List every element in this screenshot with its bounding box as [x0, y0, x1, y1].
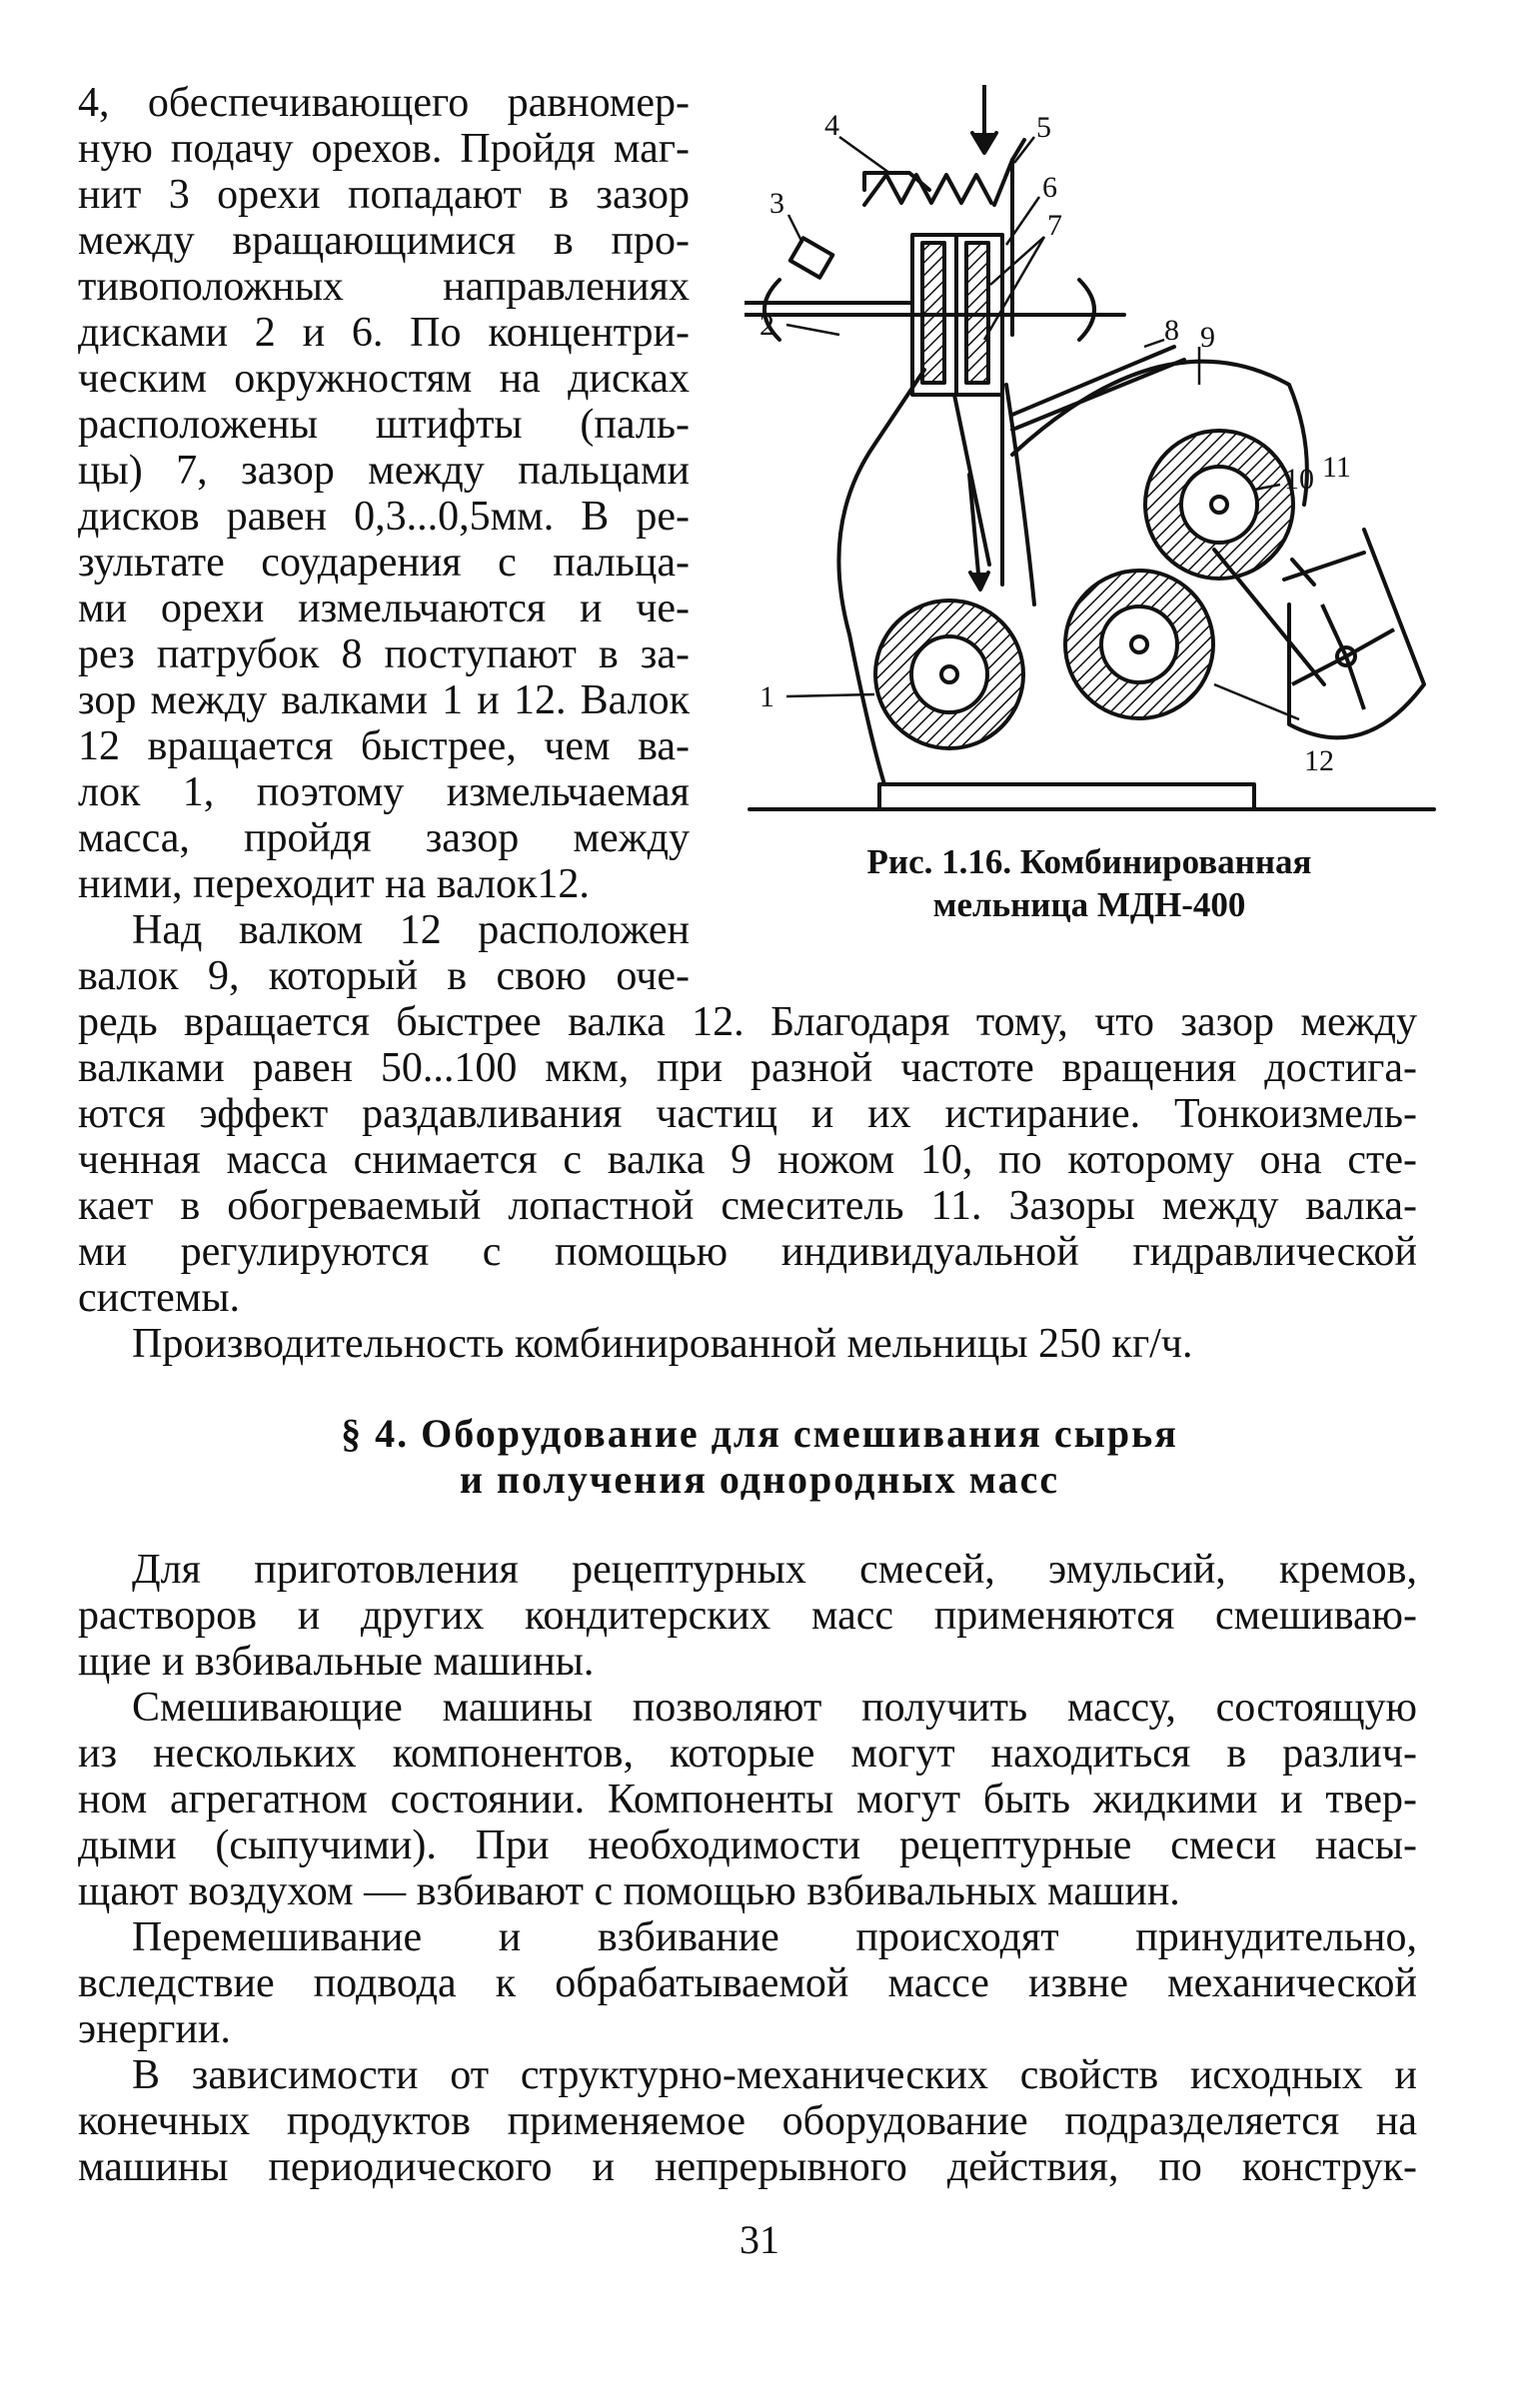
page-number: 31	[740, 2217, 779, 2262]
label-9: 9	[1200, 321, 1215, 354]
text-line: ми регулируются с помощью индивидуальной гидравлической	[78, 1229, 1417, 1275]
text-line: редь вращается быстрее валка 12. Благодаря тому, что зазор между	[78, 999, 1417, 1045]
label-1: 1	[760, 680, 774, 713]
text-line: машины периодического и непрерывного действия, по конструк-	[78, 2144, 1417, 2190]
text-line: Над валком 12 расположен	[132, 907, 690, 953]
label-4: 4	[824, 109, 839, 142]
label-11: 11	[1322, 451, 1351, 484]
label-5: 5	[1036, 111, 1051, 144]
magnet	[790, 238, 832, 278]
text-line: Перемешивание и взбивание происходят принудительно,	[132, 1914, 1417, 1960]
text-line: ними, переходит на валок12.	[78, 861, 590, 907]
text-line: между вращающимися в про-	[78, 218, 690, 264]
text-line: дисками 2 и 6. По концентри-	[78, 310, 690, 356]
figure-caption-line1: Рис. 1.16. Комбинированная	[866, 842, 1312, 881]
text-line: энергии.	[78, 2006, 231, 2052]
text-line: дисков равен 0,3...0,5мм. В ре-	[78, 494, 690, 540]
section-heading-line1: § 4. Оборудование для смешивания сырья	[341, 1411, 1178, 1456]
mill-diagram	[745, 85, 1444, 824]
label-10: 10	[1284, 463, 1314, 496]
text-line: рез патрубок 8 поступают в за-	[78, 631, 690, 677]
text-line: кает в обогреваемый лопастной смеситель 11. Зазоры между валка-	[78, 1183, 1417, 1229]
text-line: из нескольких компонентов, которые могут находиться в различ-	[78, 1731, 1417, 1777]
figure-caption-line2: мельница МДН-400	[932, 885, 1246, 924]
text-line: зор между валками 1 и 12. Валок	[78, 677, 690, 723]
text-line: Смешивающие машины позволяют получить массу, состоящую	[132, 1685, 1417, 1731]
text-line: дыми (сыпучими). При необходимости рецептурные смеси насы-	[78, 1822, 1417, 1868]
roller-12	[1065, 571, 1213, 718]
text-line: ческим окружностям на дисках	[78, 356, 690, 402]
label-6: 6	[1042, 171, 1057, 204]
text-line: нит 3 орехи попадают в зазор	[78, 172, 690, 218]
text-line: ном агрегатном состоянии. Компоненты могут быть жидкими и твер-	[78, 1777, 1417, 1822]
text-line: зультате соударения с пальца-	[78, 540, 690, 586]
base-plate	[879, 784, 1254, 809]
label-3: 3	[769, 187, 784, 220]
text-line: ную подачу орехов. Пройдя маг-	[78, 126, 690, 172]
mixer-housing	[1289, 530, 1424, 737]
text-line: тивоположных направлениях	[78, 264, 690, 310]
text-line: щие и взбивальные машины.	[78, 1639, 595, 1685]
text-line: Для приготовления рецептурных смесей, эмульсий, кремов,	[132, 1547, 1417, 1593]
text-line: расположены штифты (паль-	[78, 402, 690, 448]
text-line: конечных продуктов применяемое оборудование подразделяется на	[78, 2098, 1417, 2144]
text-line: растворов и других кондитерских масс применяются смешиваю-	[78, 1593, 1417, 1639]
roller-1	[875, 601, 1023, 748]
mixer-paddle	[1292, 604, 1394, 709]
pipe	[1012, 347, 1174, 415]
label-2: 2	[760, 309, 774, 342]
text-line: масса, пройдя зазор между	[78, 815, 690, 861]
text-line: вследствие подвода к обрабатываемой массе извне механической	[78, 1960, 1417, 2006]
roller-9	[1145, 431, 1293, 579]
text-line: системы.	[78, 1275, 241, 1321]
text-line: ются эффект раздавливания частиц и их истирание. Тонкоизмель-	[78, 1091, 1417, 1137]
text-line: цы) 7, зазор между пальцами	[78, 448, 690, 494]
text-line: валок 9, который в свою оче-	[78, 953, 690, 999]
label-8: 8	[1164, 314, 1179, 347]
text-line: лок 1, поэтому измельчаемая	[78, 769, 690, 815]
text-line: В зависимости от структурно-механических свойств исходных и	[132, 2052, 1417, 2098]
text-line: 4, обеспечивающего равномер-	[78, 80, 690, 126]
text-line: Производительность комбинированной мельницы 250 кг/ч.	[132, 1321, 1193, 1367]
text-line: щают воздухом — взбивают с помощью взбивальных машин.	[78, 1868, 1180, 1914]
section-heading-line2: и получения однородных масс	[459, 1457, 1060, 1502]
label-7: 7	[1047, 209, 1062, 242]
text-line: ми орехи измельчаются и че-	[78, 586, 690, 631]
text-line: ченная масса снимается с валка 9 ножом 10, по которому она сте-	[78, 1137, 1417, 1183]
text-line: валками равен 50...100 мкм, при разной частоте вращения достига-	[78, 1045, 1417, 1091]
label-12: 12	[1304, 744, 1334, 777]
text-line: 12 вращается быстрее, чем ва-	[78, 723, 690, 769]
